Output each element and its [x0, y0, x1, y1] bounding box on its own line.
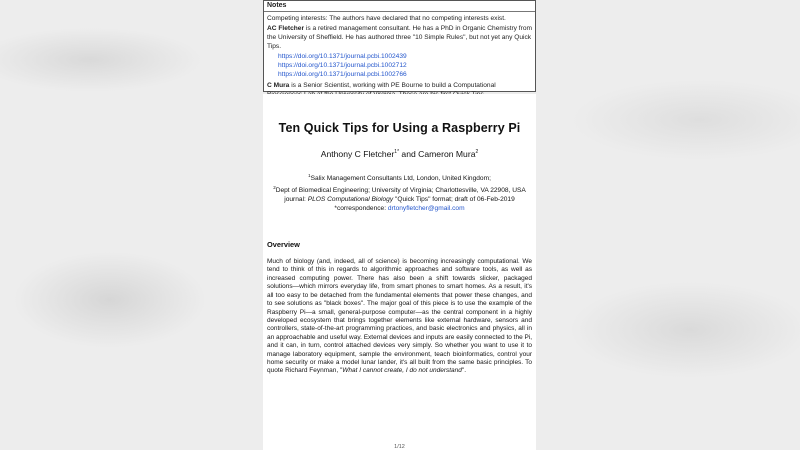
author-1-sup: 1* — [394, 149, 400, 156]
overview-paragraph — [267, 258, 532, 376]
feynman-quote: What I cannot create, I do not understand — [342, 367, 462, 375]
body-line: and it can, in turn, control attached devices very simply. So whether you want to use it to — [267, 342, 532, 350]
affil-2-sup: 2 — [273, 185, 276, 191]
body-line: home security or make a model lunar lander, it's all built from the same basic principles. To — [267, 359, 532, 367]
overview-heading: Overview — [267, 240, 300, 249]
affiliation-1 — [263, 171, 536, 183]
body-line: an approachable and useful way. External devices and inputs are easily connected to the Pi, — [267, 333, 533, 341]
correspondence-email-link[interactable]: drtonyfletcher@gmail.com — [387, 205, 465, 213]
journal-prefix: journal: — [284, 196, 306, 204]
competing-text: The authors have declared that no competing interests exist. — [329, 15, 506, 22]
ac-bio-line-1: is a retired management consultant. He has a PhD in Organic Chemistry from the — [267, 25, 532, 41]
affiliations — [263, 171, 536, 213]
document-page — [263, 94, 536, 450]
ac-name: AC Fletcher — [267, 25, 305, 32]
ac-fletcher-bio — [267, 24, 532, 51]
competing-interests — [267, 14, 532, 23]
cm-bio-line-1: is a Senior Scientist, working with PE Bourne to build a Computational — [291, 82, 496, 89]
notes-panel — [263, 0, 536, 92]
body-line: manage laboratory equipment, sample the environment, teach bioinformatics, control your — [267, 350, 532, 358]
body-line: tend to think of this in regards to algorithmic approaches and software tools, as well as — [267, 266, 532, 274]
page-number: 1/12 — [394, 444, 405, 450]
author-line — [263, 149, 536, 159]
affil-1-text: Salix Management Consultants Ltd, London, United Kingdom; — [310, 175, 491, 183]
author-1: Anthony C Fletcher — [320, 149, 395, 159]
doi-link-1[interactable]: https://doi.org/10.1371/journal.pcbi.1002439 — [278, 53, 407, 60]
author-and: and — [401, 149, 416, 159]
notes-header: Notes — [264, 1, 535, 12]
affiliation-2 — [263, 183, 536, 195]
ac-bio-line-2: University of Sheffield. He has authored three "10 Simple Rules", but not yet any Quick Tips. — [267, 34, 532, 50]
body-line: to see solutions as "black boxes". The major goal of this piece is to use the example of the — [267, 300, 532, 308]
affil-1-sup: 1 — [308, 173, 311, 178]
body-line: all too easy to be detached from the fundamental elements that power these changes, and — [267, 291, 532, 299]
paper-title: Ten Quick Tips for Using a Raspberry Pi — [278, 121, 521, 135]
body-line: developed ecosystem that brings together elements like external hardware, sensors and — [267, 316, 532, 324]
body-line: Much of biology (and, indeed, all of science) is becoming increasingly computational. We — [267, 258, 532, 265]
body-line: controllers, state-of-the-art programming practices, and basic electronics and physics, all in — [267, 325, 532, 333]
cm-name: C Mura — [267, 82, 290, 89]
quote-suffix: ". — [461, 367, 467, 375]
author-2-sup: 2 — [475, 149, 479, 156]
competing-label: Competing interests: — [267, 15, 328, 22]
body-line: solutions—which mirrors everyday life, from smart phones to smart homes. As a result, it's — [267, 283, 532, 291]
body-line: increased computing power. There has also been a shift towards slicker, packaged — [267, 274, 532, 282]
body-line: Raspberry Pi—a small, general-purpose computer—as the central component in a highly — [267, 308, 532, 316]
author-2: Cameron Mura — [418, 149, 476, 159]
quote-prefix: quote Richard Feynman, " — [267, 367, 343, 375]
correspondence-label: *correspondence: — [334, 205, 387, 213]
body-line-last — [267, 367, 532, 375]
affil-2-text: Dept of Biomedical Engineering; University of Virginia; Charlottesville, VA 22908, USA — [275, 187, 526, 195]
journal-name: PLOS Computational Biology — [307, 196, 394, 204]
doi-link-2[interactable]: https://doi.org/10.1371/journal.pcbi.1002712 — [278, 62, 407, 69]
doi-link-3[interactable]: https://doi.org/10.1371/journal.pcbi.1002766 — [278, 71, 407, 78]
journal-suffix: "Quick Tips" format; draft of 06-Feb-2019 — [394, 196, 515, 204]
journal-line — [263, 195, 536, 204]
correspondence-line — [263, 204, 536, 213]
